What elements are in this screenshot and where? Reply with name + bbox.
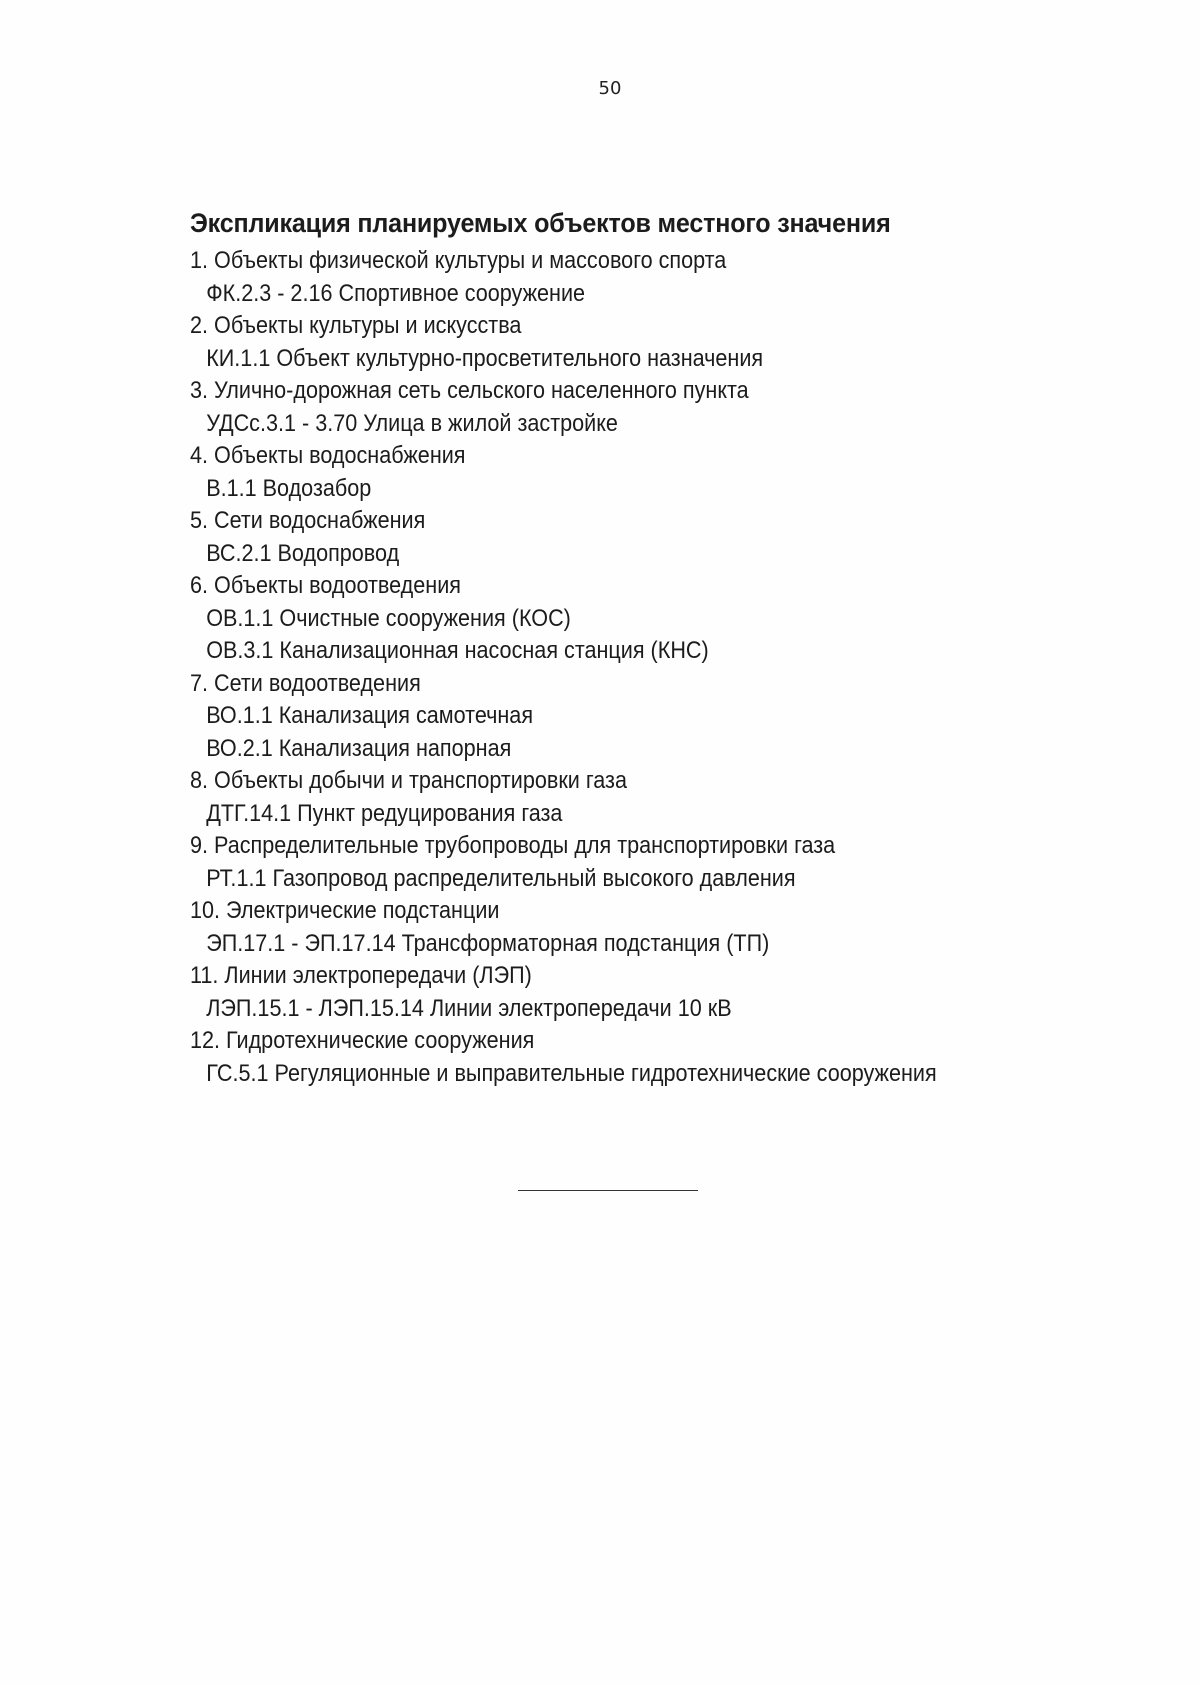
section-title: 2. Объекты культуры и искусства: [190, 312, 522, 339]
section-item: РТ.1.1 Газопровод распределительный высокого давления: [206, 864, 796, 892]
section-item: ОВ.1.1 Очистные сооружения (КОС): [206, 604, 571, 632]
section-item: ЛЭП.15.1 - ЛЭП.15.14 Линии электропередачи 10 кВ: [206, 994, 732, 1022]
explication-section: [190, 830, 1090, 895]
section-title: 11. Линии электропередачи (ЛЭП): [190, 962, 532, 989]
section-title: 5. Сети водоснабжения: [190, 507, 426, 534]
section-item: ГС.5.1 Регуляционные и выправительные гидротехнические сооружения: [206, 1059, 937, 1087]
section-item: В.1.1 Водозабор: [206, 474, 372, 502]
closing-separator-line: [518, 1190, 698, 1191]
section-title: 1. Объекты физической культуры и массового спорта: [190, 247, 727, 274]
explication-section: [190, 440, 1090, 505]
explication-section: [190, 895, 1090, 960]
section-item: КИ.1.1 Объект культурно-просветительного назначения: [206, 344, 764, 372]
explication-section: [190, 765, 1090, 830]
section-title: 10. Электрические подстанции: [190, 897, 500, 924]
explication-section: [190, 1025, 1090, 1090]
explication-section: [190, 375, 1090, 440]
explication-list: [190, 245, 1090, 1090]
section-title: 3. Улично-дорожная сеть сельского населенного пункта: [190, 377, 749, 404]
section-item: ВО.2.1 Канализация напорная: [206, 734, 512, 762]
explication-title: Экспликация планируемых объектов местного значения: [190, 208, 891, 238]
section-title: 9. Распределительные трубопроводы для транспортировки газа: [190, 832, 836, 859]
explication-section: [190, 668, 1090, 766]
section-title: 4. Объекты водоснабжения: [190, 442, 466, 469]
explication-section: [190, 570, 1090, 668]
explication-section: [190, 310, 1090, 375]
explication-section: [190, 245, 1090, 310]
section-item: ФК.2.3 - 2.16 Спортивное сооружение: [206, 279, 586, 307]
page-number: 50: [598, 78, 622, 99]
section-item: ОВ.3.1 Канализационная насосная станция (КНС): [206, 637, 709, 664]
explication-section: [190, 960, 1090, 1025]
section-item: ЭП.17.1 - ЭП.17.14 Трансформаторная подстанция (ТП): [206, 929, 770, 957]
section-item: ВС.2.1 Водопровод: [206, 539, 400, 567]
section-item: ДТГ.14.1 Пункт редуцирования газа: [206, 799, 563, 827]
section-item: ВО.1.1 Канализация самотечная: [206, 702, 534, 729]
explication-content: [190, 205, 1090, 1090]
section-title: 6. Объекты водоотведения: [190, 572, 461, 599]
section-title: 7. Сети водоотведения: [190, 669, 421, 697]
explication-section: [190, 505, 1090, 570]
section-item: УДСс.3.1 - 3.70 Улица в жилой застройке: [206, 409, 618, 437]
section-title: 8. Объекты добычи и транспортировки газа: [190, 767, 627, 794]
section-title: 12. Гидротехнические сооружения: [190, 1027, 535, 1054]
